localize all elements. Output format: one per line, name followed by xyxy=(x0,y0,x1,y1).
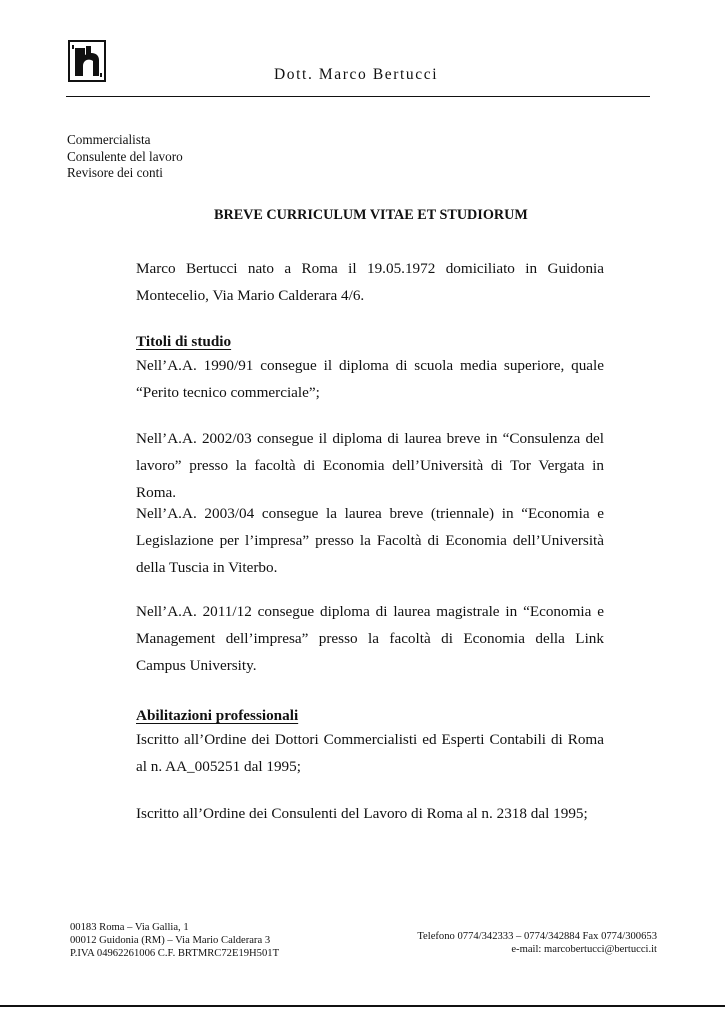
header-name: Dott. Marco Bertucci xyxy=(274,66,439,83)
study-entry: Nell’A.A. 2011/12 consegue diploma di laurea magistrale in “Economia e Management dell’impresa” presso la facoltà di Economia della Link Campus University. xyxy=(136,603,604,674)
qualifications-heading: Abilitazioni professionali xyxy=(136,707,299,724)
study-entry: Nell’A.A. 2003/04 consegue la laurea breve (triennale) in “Economia e Legislazione per l’impresa” presso la Facoltà di Economia dell’Università della Tuscia in Viterbo. xyxy=(136,505,604,576)
footer-address-line: 00183 Roma – Via Gallia, 1 xyxy=(70,922,189,933)
footer-address-line: 00012 Guidonia (RM) – Via Mario Calderara 3 xyxy=(70,935,271,946)
footer-email: e-mail: marcobertucci@bertucci.it xyxy=(511,944,657,955)
header-divider xyxy=(66,96,650,97)
intro-paragraph: Marco Bertucci nato a Roma il 19.05.1972 domiciliato in Guidonia Montecelio, Via Mario Calderara 4/6. xyxy=(136,260,604,304)
bottom-divider xyxy=(0,1005,725,1007)
footer-contacts xyxy=(417,930,657,956)
role-line: Consulente del lavoro xyxy=(67,148,183,164)
qualification-entry: Iscritto all’Ordine dei Consulenti del Lavoro di Roma al n. 2318 dal 1995; xyxy=(136,805,588,822)
footer-phone: Telefono 0774/342333 – 0774/342884 Fax 0774/300653 xyxy=(417,931,657,942)
professional-roles xyxy=(67,132,183,182)
footer-tax-line: P.IVA 04962261006 C.F. BRTMRC72E19H501T xyxy=(70,948,280,959)
footer-address xyxy=(70,921,279,960)
role-line: Revisore dei conti xyxy=(67,165,163,180)
study-entry: Nell’A.A. 2002/03 consegue il diploma di laurea breve in “Consulenza del lavoro” presso la facoltà di Economia dell’Università di Tor Vergata in Roma. xyxy=(136,430,604,501)
document-title: BREVE CURRICULUM VITAE ET STUDIORUM xyxy=(214,207,528,223)
study-entry: Nell’A.A. 1990/91 consegue il diploma di scuola media superiore, quale “Perito tecnico commerciale”; xyxy=(136,357,604,401)
firm-monogram-logo-icon xyxy=(67,40,107,82)
studies-heading: Titoli di studio xyxy=(136,333,232,350)
qualification-entry: Iscritto all’Ordine dei Dottori Commercialisti ed Esperti Contabili di Roma al n. AA_005251 dal 1995; xyxy=(136,731,604,775)
role-line: Commercialista xyxy=(67,132,151,147)
